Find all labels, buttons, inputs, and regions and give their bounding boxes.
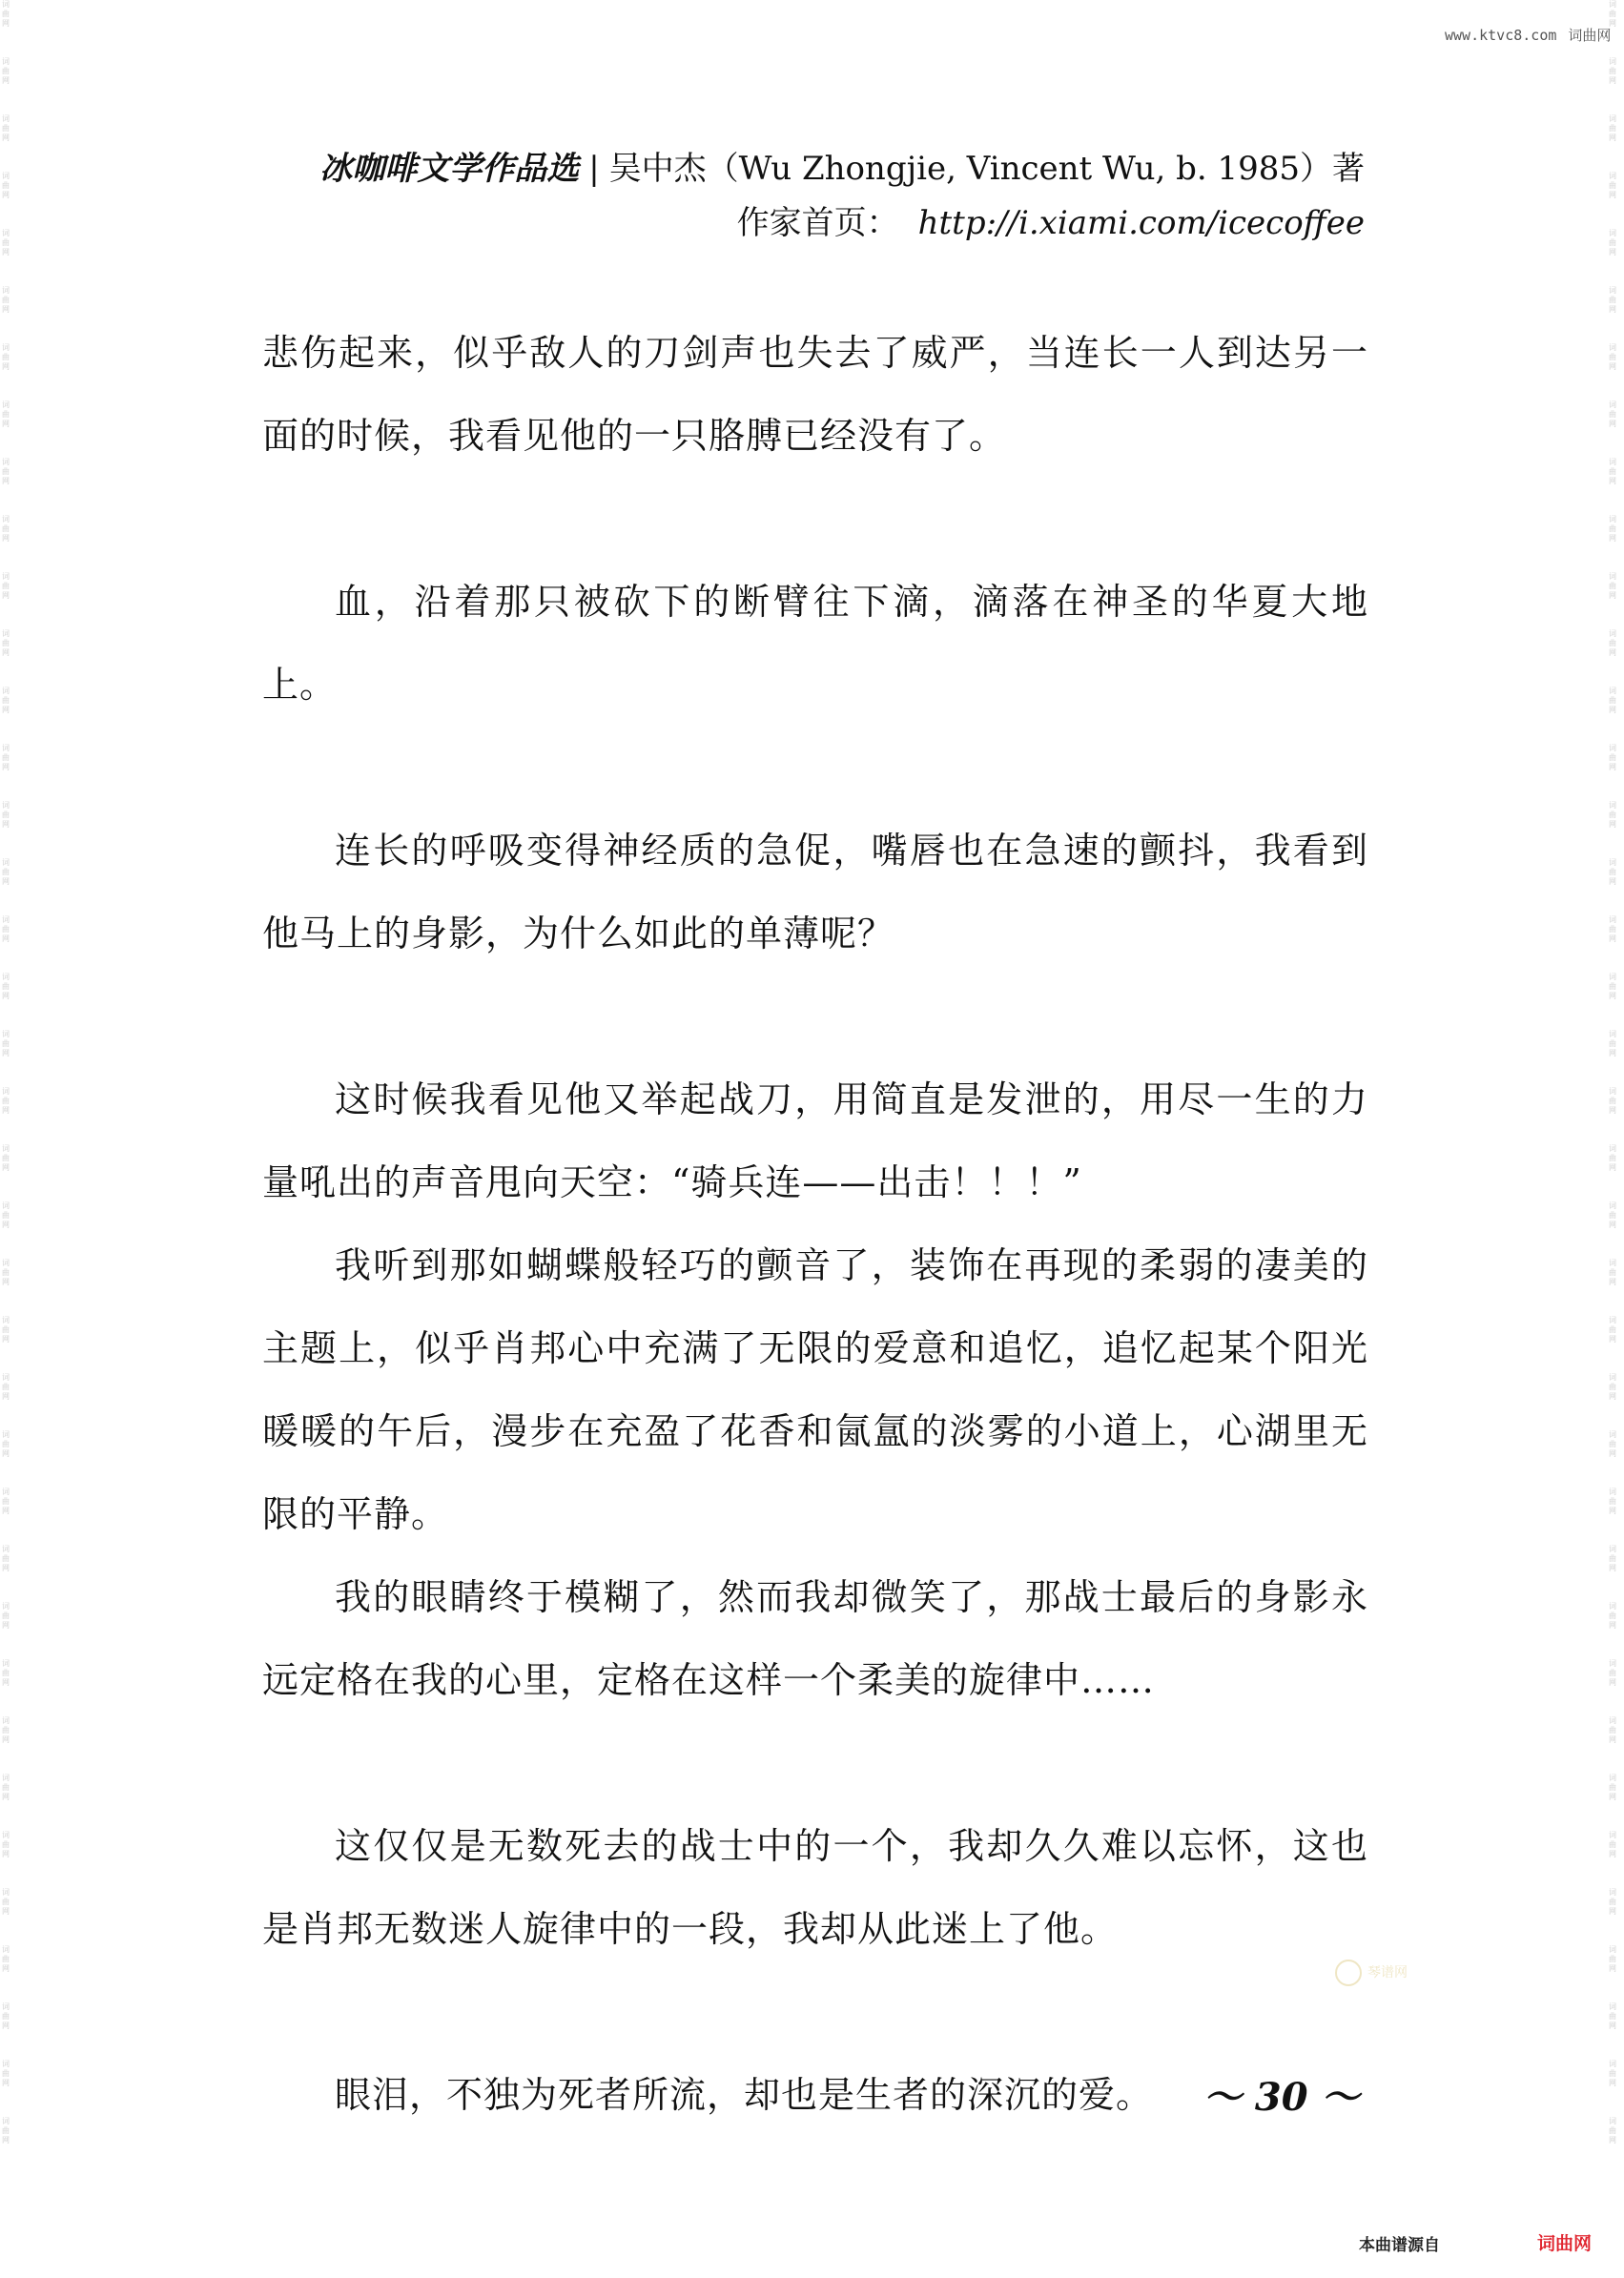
footer-source-label: 本曲谱源自 bbox=[1359, 2236, 1440, 2255]
side-mark: 词曲网 bbox=[2, 1201, 10, 1229]
series-title: 冰咖啡文学作品选 bbox=[319, 150, 580, 188]
side-mark: 词曲网 bbox=[1609, 572, 1616, 600]
side-mark: 词曲网 bbox=[1609, 973, 1616, 1000]
side-mark: 词曲网 bbox=[2, 629, 10, 657]
side-mark: 词曲网 bbox=[2, 801, 10, 829]
header-homepage-line bbox=[319, 195, 1365, 252]
side-mark: 词曲网 bbox=[2, 858, 10, 886]
side-mark: 词曲网 bbox=[2, 1774, 10, 1801]
side-mark: 词曲网 bbox=[1609, 172, 1616, 199]
side-mark: 词曲网 bbox=[1609, 114, 1616, 142]
side-mark: 词曲网 bbox=[1609, 1774, 1616, 1801]
side-mark: 词曲网 bbox=[1609, 1030, 1616, 1057]
side-mark: 词曲网 bbox=[1609, 687, 1616, 714]
side-mark: 词曲网 bbox=[1609, 858, 1616, 886]
side-mark: 词曲网 bbox=[2, 1888, 10, 1916]
side-mark: 词曲网 bbox=[2, 1831, 10, 1858]
side-mark: 词曲网 bbox=[1609, 1259, 1616, 1286]
side-mark: 词曲网 bbox=[2, 229, 10, 257]
side-mark: 词曲网 bbox=[1609, 229, 1616, 257]
article-body bbox=[262, 312, 1368, 2137]
side-mark: 词曲网 bbox=[2, 1945, 10, 1973]
homepage-link[interactable]: http://i.xiami.com/icecoffee bbox=[917, 204, 1365, 242]
side-mark: 词曲网 bbox=[2, 2060, 10, 2087]
side-mark: 词曲网 bbox=[1609, 1373, 1616, 1401]
side-mark: 词曲网 bbox=[2, 1373, 10, 1401]
side-mark: 词曲网 bbox=[1609, 286, 1616, 314]
side-mark: 词曲网 bbox=[2, 57, 10, 85]
side-mark: 词曲网 bbox=[1609, 1144, 1616, 1172]
side-mark: 词曲网 bbox=[2, 1716, 10, 1744]
side-mark: 词曲网 bbox=[2, 1545, 10, 1572]
side-mark: 词曲网 bbox=[2, 515, 10, 543]
side-mark: 词曲网 bbox=[2, 1602, 10, 1630]
side-mark: 词曲网 bbox=[2, 1659, 10, 1687]
side-mark: 词曲网 bbox=[1609, 1087, 1616, 1115]
side-mark: 词曲网 bbox=[2, 2002, 10, 2030]
side-mark: 词曲网 bbox=[2, 1087, 10, 1115]
site-name: 词曲网 bbox=[1568, 27, 1612, 44]
side-mark: 词曲网 bbox=[2, 1316, 10, 1344]
side-mark: 词曲网 bbox=[1609, 343, 1616, 371]
side-mark: 词曲网 bbox=[2, 1144, 10, 1172]
side-mark: 词曲网 bbox=[1609, 1488, 1616, 1515]
side-mark: 词曲网 bbox=[2, 973, 10, 1000]
side-mark: 词曲网 bbox=[1609, 1430, 1616, 1458]
side-mark: 词曲网 bbox=[2, 915, 10, 943]
paragraph: 这仅仅是无数死去的战士中的一个，我却久久难以忘怀，这也是肖邦无数迷人旋律中的一段，我却从此迷上了他。 bbox=[262, 1825, 1368, 1950]
side-mark: 词曲网 bbox=[2, 572, 10, 600]
site-url: www.ktvc8.com bbox=[1445, 27, 1557, 44]
side-mark: 词曲网 bbox=[1609, 458, 1616, 485]
side-mark: 词曲网 bbox=[2, 0, 10, 28]
side-mark: 词曲网 bbox=[1609, 0, 1616, 28]
footer-site-name[interactable]: 词曲网 bbox=[1537, 2233, 1593, 2254]
site-tag bbox=[1445, 25, 1611, 45]
paragraph: 我的眼睛终于模糊了，然而我却微笑了，那战士最后的身影永远定格在我的心里，定格在这样一个柔美的旋律中…… bbox=[262, 1576, 1368, 1701]
side-mark: 词曲网 bbox=[1609, 1716, 1616, 1744]
page-number: ～ 30 ～ bbox=[1203, 2075, 1360, 2120]
side-mark: 词曲网 bbox=[1609, 1659, 1616, 1687]
paragraph: 这时候我看见他又举起战刀，用简直是发泄的，用尽一生的力量吼出的声音甩向天空：“骑兵连——出击！！！” bbox=[262, 1078, 1368, 1203]
side-mark: 词曲网 bbox=[2, 172, 10, 199]
side-mark: 词曲网 bbox=[1609, 1545, 1616, 1572]
paragraph: 眼泪，不独为死者所流，却也是生者的深沉的爱。 bbox=[335, 2074, 1154, 2116]
side-mark: 词曲网 bbox=[2, 1259, 10, 1286]
side-mark: 词曲网 bbox=[1609, 2117, 1616, 2145]
watermark-logo-icon bbox=[1335, 1960, 1362, 1986]
side-mark: 词曲网 bbox=[2, 1430, 10, 1458]
side-mark: 词曲网 bbox=[1609, 1602, 1616, 1630]
side-mark: 词曲网 bbox=[1609, 801, 1616, 829]
side-mark: 词曲网 bbox=[2, 2117, 10, 2145]
homepage-label: 作家首页： bbox=[736, 204, 899, 242]
side-mark: 词曲网 bbox=[1609, 2060, 1616, 2087]
header-separator: | bbox=[588, 150, 600, 188]
side-mark: 词曲网 bbox=[1609, 1316, 1616, 1344]
left-side-watermark-strip bbox=[2, 0, 15, 2278]
faint-watermark bbox=[1335, 1960, 1408, 1986]
page-header bbox=[319, 143, 1365, 252]
side-mark: 词曲网 bbox=[1609, 915, 1616, 943]
side-mark: 词曲网 bbox=[1609, 1831, 1616, 1858]
side-mark: 词曲网 bbox=[2, 744, 10, 771]
author-credit: 吴中杰（Wu Zhongjie, Vincent Wu, b. 1985）著 bbox=[608, 150, 1365, 188]
side-mark: 词曲网 bbox=[1609, 57, 1616, 85]
side-mark: 词曲网 bbox=[2, 458, 10, 485]
side-mark: 词曲网 bbox=[2, 1488, 10, 1515]
side-mark: 词曲网 bbox=[2, 687, 10, 714]
side-mark: 词曲网 bbox=[2, 286, 10, 314]
header-title-line bbox=[319, 143, 1365, 195]
side-mark: 词曲网 bbox=[1609, 2002, 1616, 2030]
side-mark: 词曲网 bbox=[1609, 1201, 1616, 1229]
paragraph: 我听到那如蝴蝶般轻巧的颤音了，装饰在再现的柔弱的凄美的主题上，似乎肖邦心中充满了无限的爱意和追忆，追忆起某个阳光暖暖的午后，漫步在充盈了花香和氤氲的淡雾的小道上，心湖里无限的平静。 bbox=[262, 1244, 1368, 1535]
side-mark: 词曲网 bbox=[1609, 1888, 1616, 1916]
side-mark: 词曲网 bbox=[2, 400, 10, 428]
side-mark: 词曲网 bbox=[1609, 515, 1616, 543]
watermark-text: 琴谱网 bbox=[1367, 1965, 1408, 1980]
side-mark: 词曲网 bbox=[1609, 1945, 1616, 1973]
side-mark: 词曲网 bbox=[1609, 629, 1616, 657]
paragraph: 连长的呼吸变得神经质的急促，嘴唇也在急速的颤抖，我看到他马上的身影，为什么如此的单薄呢？ bbox=[262, 830, 1368, 954]
side-mark: 词曲网 bbox=[2, 1030, 10, 1057]
side-mark: 词曲网 bbox=[1609, 400, 1616, 428]
paragraph: 悲伤起来，似乎敌人的刀剑声也失去了威严，当连长一人到达另一面的时候，我看见他的一只胳膊已经没有了。 bbox=[262, 332, 1368, 457]
right-side-watermark-strip bbox=[1609, 0, 1622, 2278]
side-mark: 词曲网 bbox=[2, 343, 10, 371]
side-mark: 词曲网 bbox=[2, 114, 10, 142]
paragraph: 血，沿着那只被砍下的断臂往下滴，滴落在神圣的华夏大地上。 bbox=[262, 581, 1368, 706]
side-mark: 词曲网 bbox=[1609, 744, 1616, 771]
